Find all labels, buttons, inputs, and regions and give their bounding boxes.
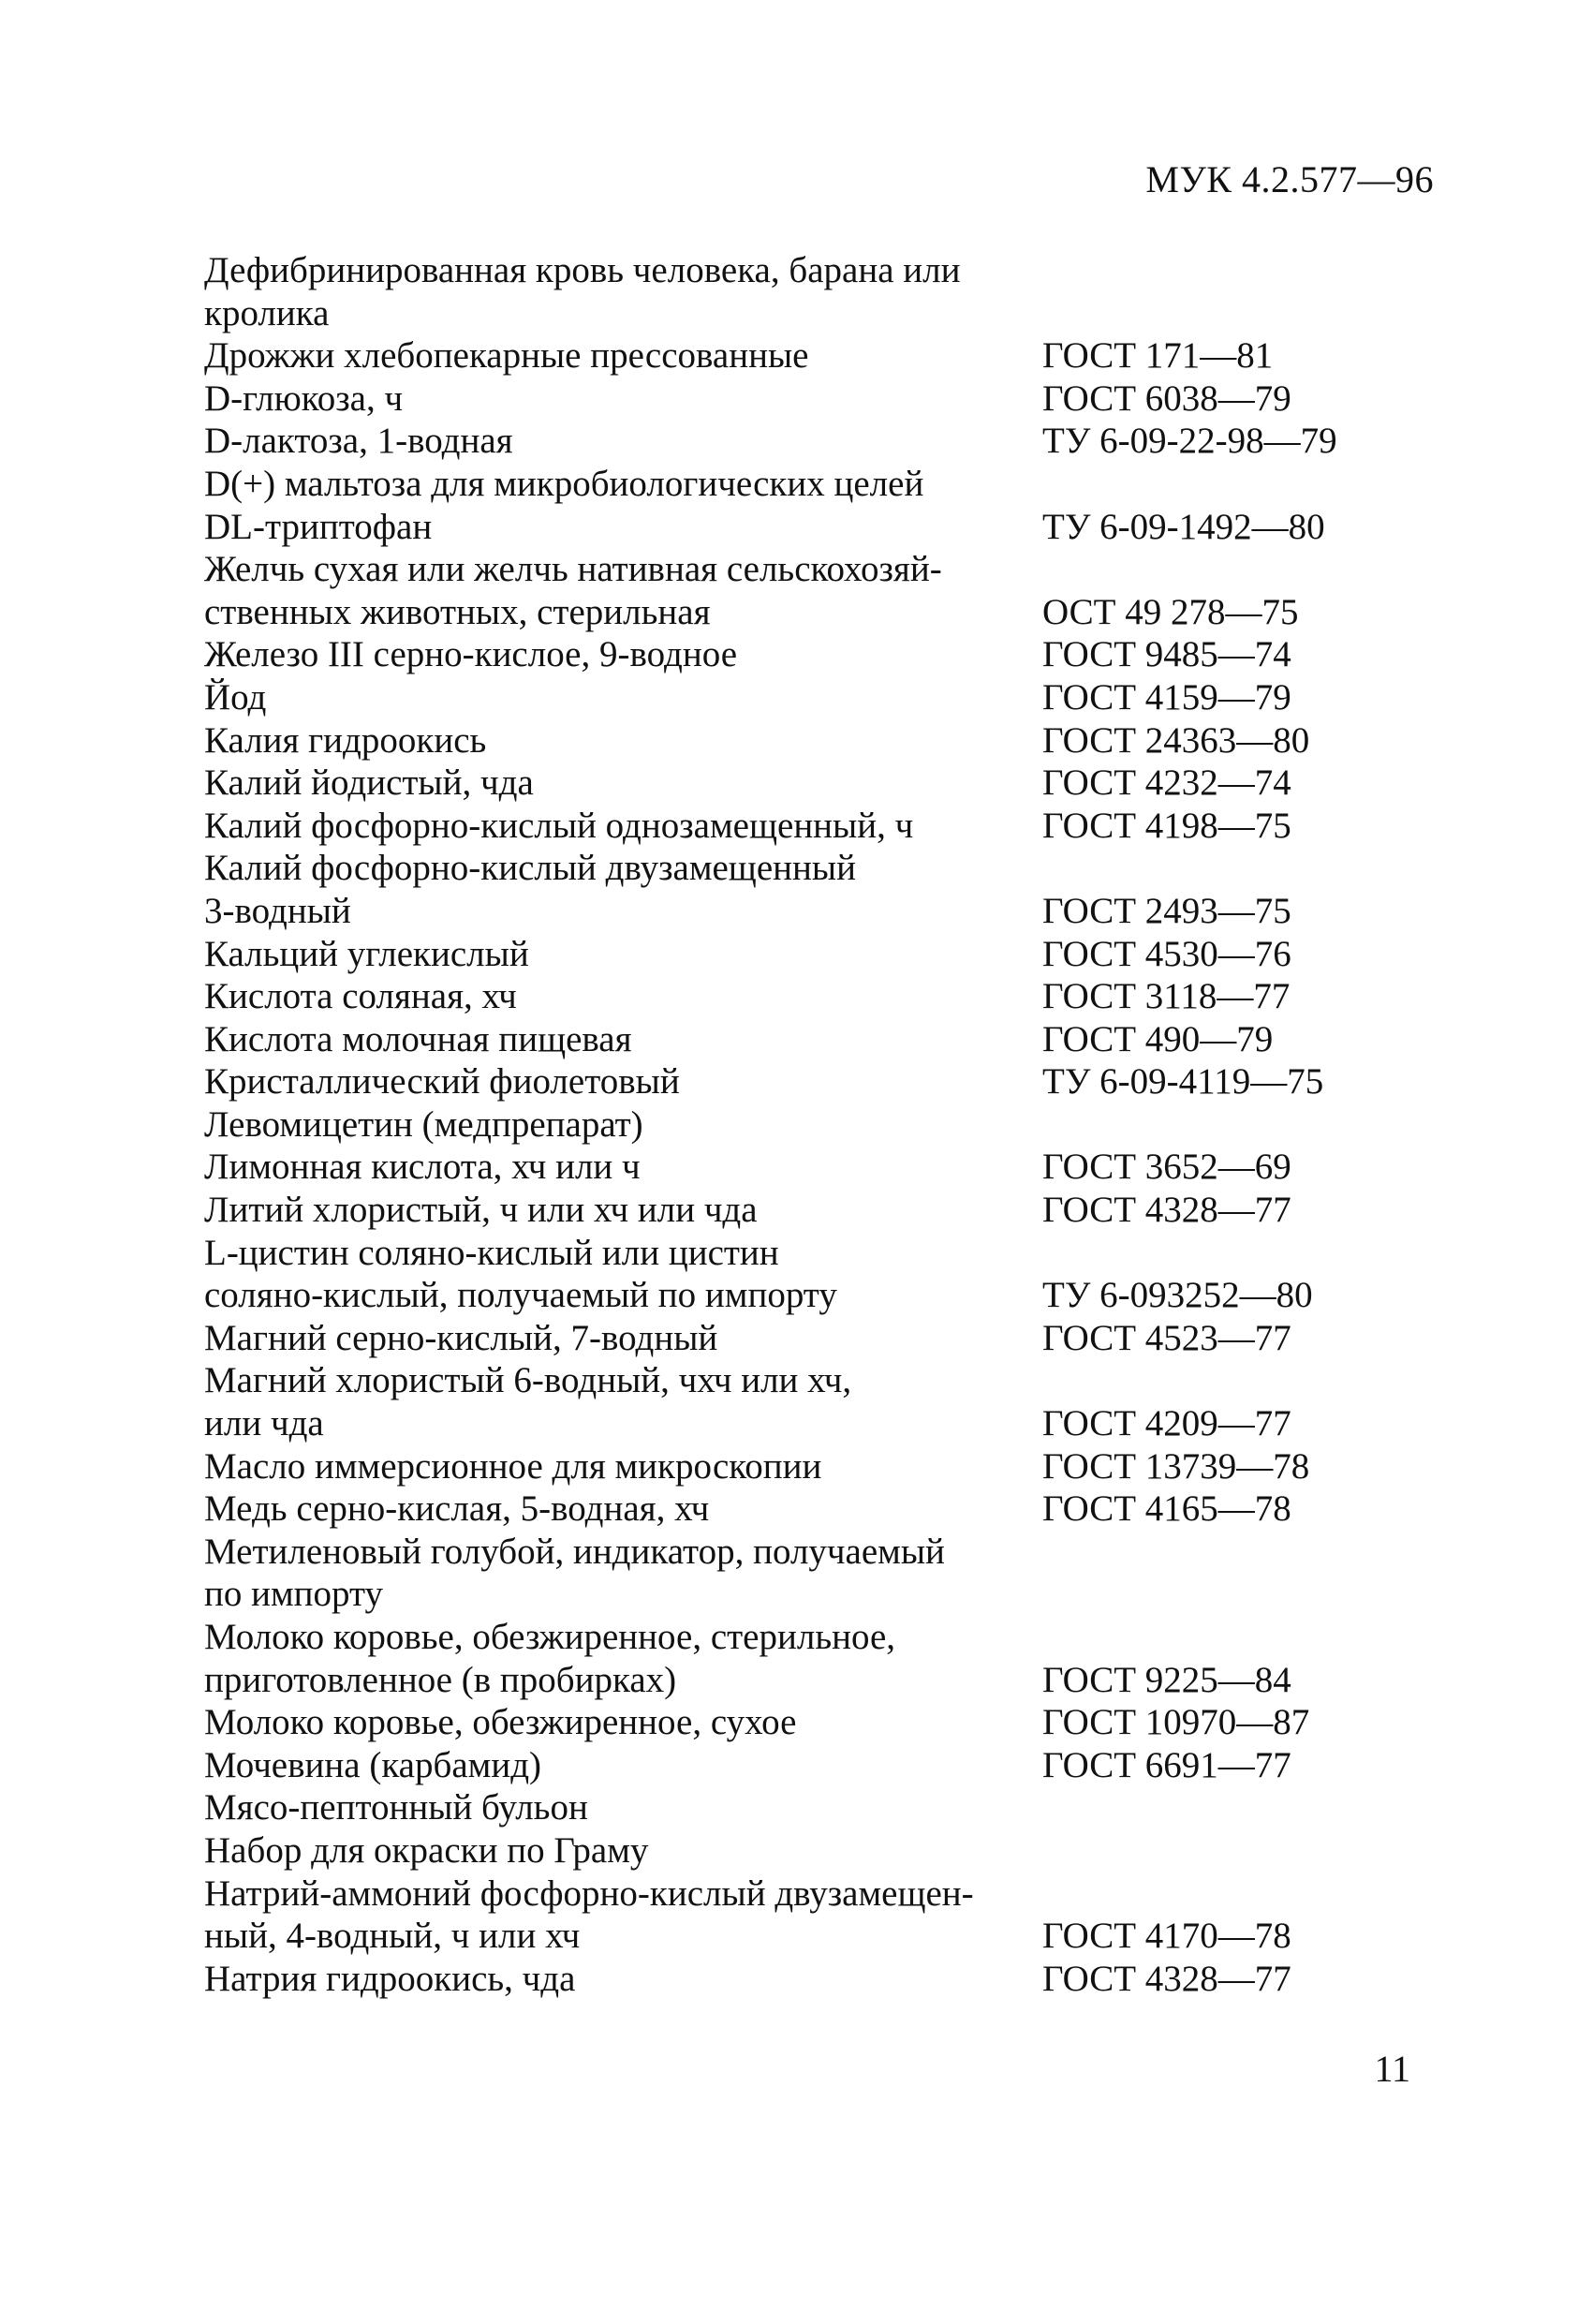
reagent-row: [204, 1189, 1422, 1232]
reagent-standard: ТУ 6-09-4119—75: [1042, 1061, 1324, 1103]
reagent-name: Метиленовый голубой, индикатор, получаемый по импорту: [204, 1531, 945, 1615]
reagent-standard: ГОСТ 4328—77: [1042, 1190, 1291, 1231]
reagent-row: [204, 1232, 1422, 1317]
reagent-name: Калий фосфорно-кислый однозамещенный, ч: [204, 805, 914, 846]
reagent-standard: ГОСТ 10970—87: [1042, 1702, 1310, 1743]
reagent-row: [204, 1701, 1422, 1744]
reagent-name: DL-триптофан: [204, 506, 433, 547]
reagent-row: [204, 1146, 1422, 1189]
reagent-name: Левомицетин (медпрепарат): [204, 1103, 643, 1145]
reagent-standard: ГОСТ 3118—77: [1042, 976, 1291, 1017]
reagent-row: [204, 463, 1422, 506]
reagent-row: [204, 805, 1422, 848]
reagent-standard: ОСТ 49 278—75: [1042, 591, 1299, 632]
reagent-standard: ГОСТ 4198—75: [1042, 805, 1291, 846]
reagent-standard: ГОСТ 171—81: [1042, 335, 1274, 377]
reagent-name: Набор для окраски по Граму: [204, 1829, 649, 1871]
reagent-name: Натрия гидроокись, чда: [204, 1958, 576, 1999]
reagent-standard: ГОСТ 4170—78: [1042, 1916, 1291, 1957]
reagent-row: [204, 334, 1422, 377]
reagent-name: Масло иммерсионное для микроскопии: [204, 1445, 822, 1487]
reagent-row: [204, 1359, 1422, 1444]
reagent-standard: ГОСТ 4232—74: [1042, 762, 1291, 804]
reagent-standard: ГОСТ 4159—79: [1042, 676, 1291, 718]
reagent-row: [204, 1531, 1422, 1616]
reagent-row: [204, 633, 1422, 676]
reagent-standard: ГОСТ 9225—84: [1042, 1659, 1291, 1700]
reagent-row: [204, 847, 1422, 932]
reagent-name: Натрий-аммоний фосфорно-кислый двузамещен- ный, 4-водный, ч или хч: [204, 1873, 974, 1957]
reagent-name: L-цистин соляно-кислый или цистин соляно-кислый, получаемый по импорту: [204, 1232, 837, 1316]
reagent-name: Мочевина (карбамид): [204, 1744, 542, 1785]
reagent-row: [204, 249, 1422, 334]
page-number: 11: [1374, 2048, 1410, 2090]
reagent-standard: ГОСТ 4165—78: [1042, 1488, 1291, 1530]
reagent-name: Молоко коровье, обезжиренное, стерильное, приготовленное (в пробирках): [204, 1617, 896, 1700]
reagent-name: Калия гидроокись: [204, 719, 487, 761]
reagent-name: Лимонная кислота, хч или ч: [204, 1147, 641, 1188]
reagent-name: Дрожжи хлебопекарные прессованные: [204, 335, 809, 377]
reagent-standard: ГОСТ 4530—76: [1042, 933, 1291, 974]
reagent-standard: ГОСТ 4328—77: [1042, 1958, 1291, 1999]
reagent-name: D(+) мальтоза для микробиологических целей: [204, 463, 924, 504]
reagent-standard: ГОСТ 2493—75: [1042, 890, 1291, 931]
document-code: МУК 4.2.577—96: [1145, 158, 1434, 200]
reagent-name: Железо III серно-кислое, 9-водное: [204, 634, 738, 675]
reagent-name: Мясо-пептонный бульон: [204, 1787, 588, 1828]
reagent-row: [204, 1488, 1422, 1531]
reagent-row: [204, 377, 1422, 421]
reagent-name: Кальций углекислый: [204, 933, 529, 974]
reagent-row: [204, 1616, 1422, 1701]
reagent-row: [204, 1018, 1422, 1061]
reagent-name: Кислота соляная, хч: [204, 976, 517, 1017]
reagent-name: Кислота молочная пищевая: [204, 1018, 632, 1059]
reagent-name: Йод: [204, 676, 267, 718]
reagent-standard: ГОСТ 6038—79: [1042, 377, 1291, 419]
reagent-row: [204, 1829, 1422, 1873]
reagent-row: [204, 1958, 1422, 2001]
reagent-standard: ГОСТ 24363—80: [1042, 719, 1310, 761]
reagent-row: [204, 676, 1422, 719]
reagent-name: Желчь сухая или желчь нативная сельскохозяй- ственных животных, стерильная: [204, 549, 942, 632]
reagent-standard: ТУ 6-09-22-98—79: [1042, 421, 1337, 462]
reagent-row: [204, 1060, 1422, 1103]
reagent-row: [204, 420, 1422, 463]
reagent-name: D-лактоза, 1-водная: [204, 421, 513, 462]
reagent-name: Дефибринированная кровь человека, барана или кролика: [204, 250, 961, 333]
reagent-row: [204, 719, 1422, 762]
reagent-row: [204, 1445, 1422, 1488]
reagent-list: [204, 249, 1422, 2000]
reagent-name: Магний хлористый 6-водный, чхч или хч, или чда: [204, 1360, 852, 1444]
reagent-standard: ТУ 6-093252—80: [1042, 1275, 1313, 1316]
reagent-standard: ГОСТ 13739—78: [1042, 1445, 1310, 1487]
reagent-row: [204, 975, 1422, 1018]
reagent-name: Калий фосфорно-кислый двузамещенный 3-водный: [204, 848, 856, 931]
reagent-name: Кристаллический фиолетовый: [204, 1061, 680, 1103]
reagent-name: Калий йодистый, чда: [204, 762, 534, 804]
reagent-name: Молоко коровье, обезжиренное, сухое: [204, 1702, 797, 1743]
reagent-row: [204, 762, 1422, 805]
reagent-row: [204, 1317, 1422, 1360]
reagent-name: D-глюкоза, ч: [204, 377, 404, 419]
reagent-row: [204, 1873, 1422, 1958]
reagent-standard: ГОСТ 4523—77: [1042, 1317, 1291, 1358]
reagent-standard: ГОСТ 490—79: [1042, 1018, 1274, 1059]
reagent-name: Литий хлористый, ч или хч или чда: [204, 1190, 758, 1231]
reagent-standard: ТУ 6-09-1492—80: [1042, 506, 1325, 547]
reagent-name: Медь серно-кислая, 5-водная, хч: [204, 1488, 710, 1530]
reagent-name: Магний серно-кислый, 7-водный: [204, 1317, 718, 1358]
reagent-row: [204, 506, 1422, 549]
reagent-standard: ГОСТ 6691—77: [1042, 1744, 1291, 1785]
reagent-standard: ГОСТ 4209—77: [1042, 1403, 1291, 1444]
reagent-row: [204, 933, 1422, 976]
reagent-row: [204, 1744, 1422, 1787]
reagent-row: [204, 1103, 1422, 1147]
reagent-standard: ГОСТ 9485—74: [1042, 634, 1291, 675]
reagent-row: [204, 1786, 1422, 1829]
reagent-standard: ГОСТ 3652—69: [1042, 1147, 1291, 1188]
reagent-row: [204, 548, 1422, 633]
